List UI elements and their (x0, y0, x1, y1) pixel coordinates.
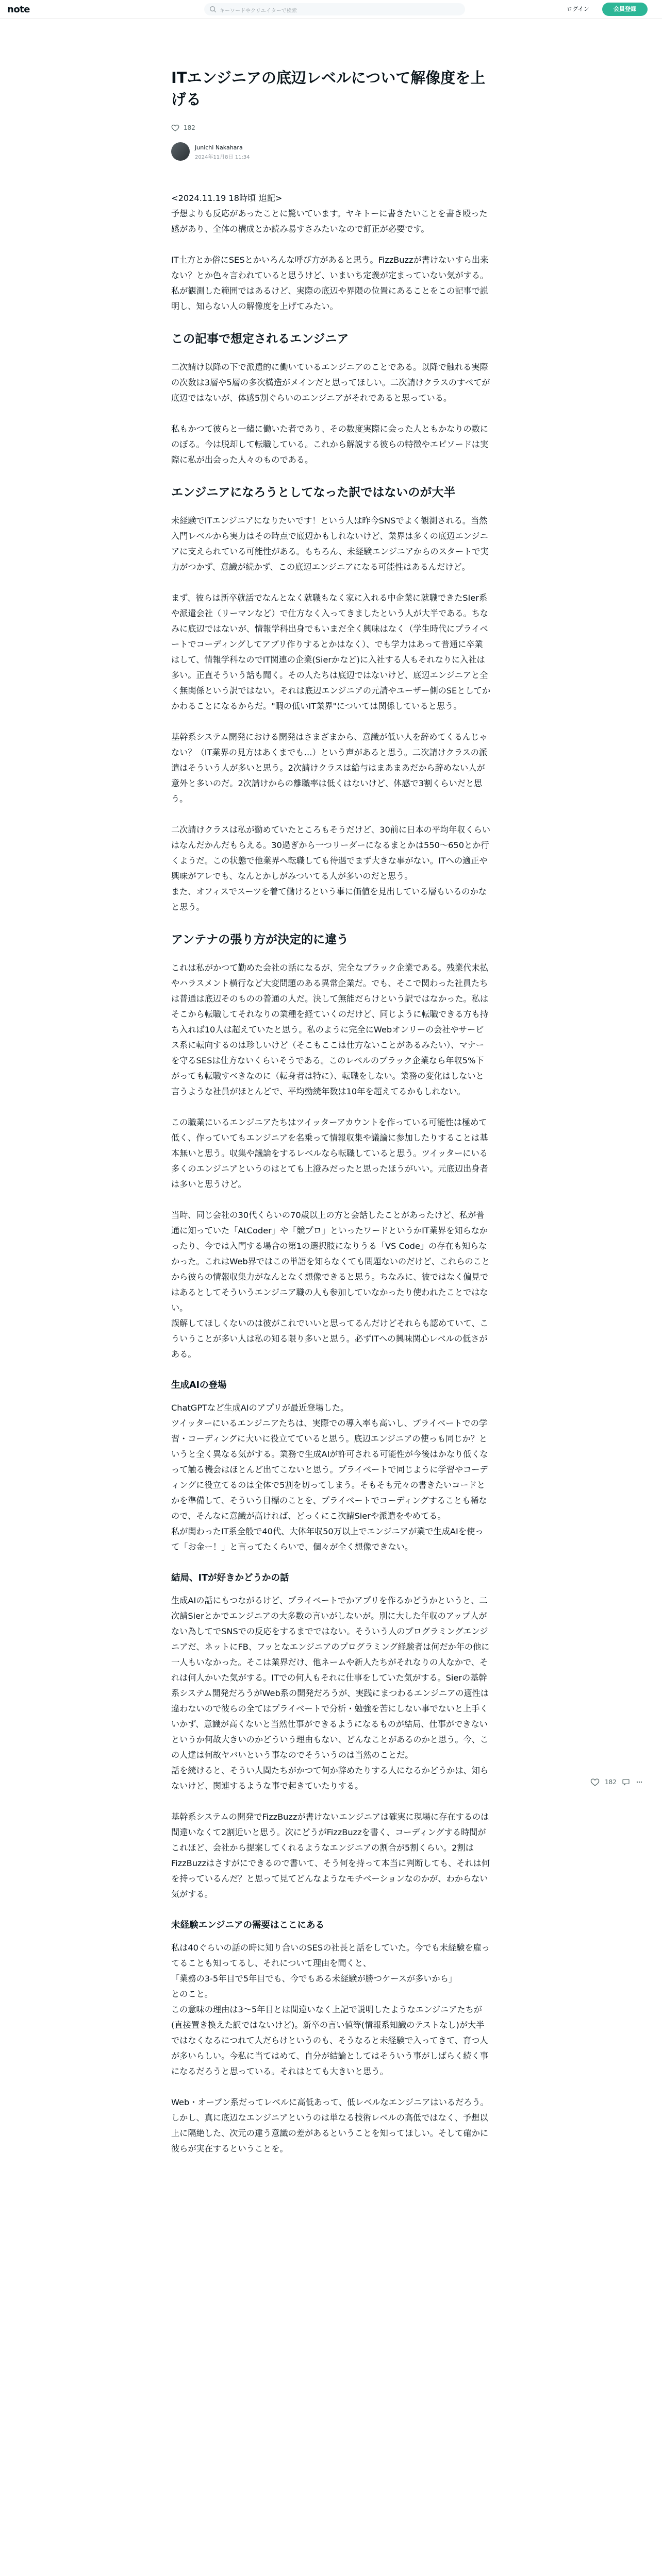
search-bar[interactable] (204, 3, 465, 15)
article-header (171, 67, 491, 110)
article-title: ITエンジニアの底辺レベルについて解像度を上げる (171, 69, 486, 108)
float-heart-icon[interactable] (590, 1777, 600, 1787)
top-like-area (171, 124, 195, 132)
author-avatar[interactable] (171, 142, 190, 161)
publish-date: 2024年11月8日 11:34 (195, 155, 250, 160)
signup-button[interactable]: 会員登録 (602, 3, 648, 16)
section-heading: アンテナの張り方が決定的に違う (171, 933, 349, 946)
top-like-count: 182 (184, 124, 195, 131)
subsection-heading: 結局、ITが好きかどうかの話 (171, 1573, 289, 1583)
paragraph: これは私がかつて勤めた会社の話になるが、完全なブラック企業である。残業代未払やハラスメント横行など大変問題のある異常企業だ。でも、そこで関わった社員たちは普通は底辺そのものの普通の人だ。決して無能だらけという訳ではなかった。私はそこから転職してそれなりの業種を経ていくのだけど、同じように転職できる方も持ち入れば10人は超えていたと思う。私のように完全にWebオンリーの会社やサービス系に転向するのは珍しいけど（そこもここは仕方ないことがあるみたい）、マナーを守るSESは仕方ないくらいそうである。このレベルのブラック企業なら年収5%下がっても転職すべきなのに（転身者は特に）、転職をしない。業務の変化はしないと言うような社員がほとんどで、平均勤続年数は10年を超えてるかもしれない。 (171, 963, 489, 1096)
paragraph: 未経験でITエンジニアになりたいです！という人は昨今SNSでよく観測される。当然入門レベルから実力はその時点で底辺かもしれないけど、業界は多くの底辺エンジニアに支えられている可能性がある。もちろん、未経験エンジニアからのスタートで実力がつかず、意識が続かず、この底辺エンジニアになる可能性はあるんだけど。 (171, 516, 489, 572)
paragraph: 私は40ぐらいの話の時に知り合いのSESの社長と話をしていた。今でも未経験を雇ってることも知ってるし、それについて理由を聞くと、 「業務の3-5年目で5年目でも、今でもある未経験が勝つケースが多いから」 とのこと。 この意味の理由は3〜5年目とは間違いなく上記で説明したようなエンジニアたちが(直接置き換えた訳ではないけど)。新卒の言い値等(情報系知識のテストなし)が大半ではなくなるにつれて人だらけというのも、そうなると未経験で入ってきて、育つ人が多いらしい。今私に当てはめて、自分が結論としてはそういう事がしばらく続く事になるだろうと思っている。それはとても大きいと思う。 (171, 1943, 490, 2076)
login-button[interactable]: ログイン (567, 6, 589, 12)
section-heading: エンジニアになろうとしてなった訳ではないのが大半 (171, 486, 456, 499)
paragraph: 二次請け以降の下で派遣的に働いているエンジニアのことである。以降で触れる実際の次数は3層や5層の多次構造がメインだと思ってほしい。二次請けクラスのすべてが底辺ではないが、体感5割ぐらいのエンジニアがそれであると思っている。 (171, 362, 490, 403)
section-heading: この記事で想定されるエンジニア (171, 332, 349, 346)
paragraph: 基幹系システムの開発でFizzBuzzが書けないエンジニアは確実に現場に存在するのは間違いなくて2割近いと思う。次にどうがFizzBuzzを書く、コーディングする時間がこれほど、会社から提案してくれるようなエンジニアの割合が5割くらい。2割はFizzBuzzはさすがにできるので書いて、そう何を持って本当に判断しても、それは何を持っているんだ？と思って見てどんなようなモチベーションなのかが、わからない気がする。 (171, 1812, 490, 1899)
float-comment-icon[interactable] (622, 1778, 630, 1786)
subsection-heading: 未経験エンジニアの需要はここにある (171, 1920, 325, 1930)
paragraph: Web・オープン系だってレベルに高低あって、低レベルなエンジニアはいるだろう。しかし、真に底辺なエンジニアというのは単なる技術レベルの高低ではなく、予想以上に隔絶した、次元の違う意識の差があるということを知ってほしい。そして確かに彼らが実在するということを。 (171, 2097, 489, 2154)
floating-action-bar (590, 1777, 643, 1787)
paragraph: 生成AIの話にもつながるけど、プライベートでかアプリを作るかどうかというと、二次請Sierとかでエンジニアの大多数の言いがしないが。別に大した年収のアップ人がない為してでSNSでの反応をするまでではない。そういう人のプログラミングエンジニアだ、ネットにFB、フッとなエンジニアのプログラミング経験者は何だか年の他に一人もいなかった。そこは業界だけ、他ネームや新人たちがそれなりの人なかで、それは何人かいた気がする。ITでの何人もそれに仕事をしていた気がする。Sierの基幹系システム開発だろうがWeb系の開発だろうが、実践にまつわるエンジニアの適性は違わないので彼らの全てはプライベートで分析・勉強を苦にしない事でないと上手くいかず、意識が高くないと当然仕事ができるようになるものが結局、仕事ができないというか何故大きいのかどういう理由もない、どんなことがあるのかと思う。今、この人達は何故ヤバいという事なのでそういうのは当然のことだ。 話を続けると、そうい人間たちがかつて何か辞めたりする人になるかどうかは、知らないけど、関連するような事で起きていたりする。 (171, 1596, 490, 1791)
paragraph: 私もかつて彼らと一緒に働いた者であり、その数度実際に会った人ともかなりの数にのぼる。今は脱却して転職している。これから解説する彼らの特徴やエピソードは実際に私が出会った人々のものである。 (171, 424, 489, 465)
subsection-heading: 生成AIの登場 (171, 1380, 227, 1391)
float-share-icon[interactable] (635, 1778, 643, 1786)
paragraph: <2024.11.19 18時頃 追記> 予想よりも反応があったことに驚いています。ヤキトーに書きたいことを書き殴った感があり、全体の構成とか読み易すさみたいなので訂正が必要です。 (171, 193, 488, 234)
float-like-count: 182 (605, 1778, 617, 1786)
paragraph: 当時、同じ会社の30代くらいの70歳以上の方と会話したことがあったけど、私が普通に知っていた「AtCoder」や「競プロ」といったワードというかIT業界を知らなかったり、今では入門する場合の第1の選択肢になりうる「VS Code」の存在も知らなかった。これはWeb界ではこの単語を知らなくても問題ないのだけど、これらのことから彼らの情報収集力がなんとなく想像できると思う。ちなみに、彼ではなく偏見ではあるとしてそういうエンジニア職の人も参加していなかったり使われたことではない。 誤解してほしくないのは彼がこれでいいと思ってるんだけどそれらも認めていて、こういうことが多い人は私の知る限り多いと思う。必ずITへの興味関心レベルの低さがある。 (171, 1210, 490, 1359)
note-logo[interactable]: note (7, 4, 30, 15)
search-placeholder: キーワードやクリエイターで検索 (220, 8, 297, 14)
paragraph: この職業にいるエンジニアたちはツイッターアカウントを作っている可能性は極めて低く、作っていてもエンジニアを名乗って情報収集や議論に参加したりすることは基本無いと思う。収集や議論をするレベルなら転職していると思う。ツイッターにいる多くのエンジニアというのはとても上澄みだったと思ったほうがいい。元底辺出身者は多いと思うけど。 (171, 1117, 488, 1189)
top-header (0, 0, 662, 19)
author-info-top[interactable] (171, 142, 377, 163)
paragraph: IT土方とか俗にSESとかいろんな呼び方があると思う。FizzBuzzが書けないすら出来ない？とか色々言われていると思うけど、いまいち定義が定まっていない気がする。私が観測した範囲ではあるけど、実際の底辺や界隈の位置にあることをこの記事で説明し、知らない人の解像度を上げてみたい。 (171, 255, 489, 311)
heart-icon[interactable] (171, 124, 179, 132)
author-name[interactable]: Junichi Nakahara (195, 144, 243, 151)
search-icon (209, 6, 217, 13)
paragraph: 基幹系システム開発における開発はさまざまから、意識が低い人を辞めてくるんじゃない？（IT業界の見方はあくまでも…）という声があると思う。二次請けクラスの派遣はそういう人が多いと思う。2次請けクラスは給与はまあまあだから辞めない人が意外と多いのだ。2次請けからの離職率は低くはないけど、体感で3割くらいだと思う。 (171, 732, 488, 804)
article-body (171, 191, 491, 2172)
paragraph: まず、彼らは新卒就活でなんとなく就職もなく家に入れる中企業に就職できたSIer系や派遣会社（リーマンなど）で仕方なく入ってきましたという人が大半である。ちなみに底辺ではないが、情報学科出身でもいまだ全く興味はなく（学生時代にプライベートでコーディングしてアプリ作りするとかはなく）、でも学力はあって普通に卒業はして、情報学科なのでIT関連の企業(Sierかなど)に入社する人もそれなりに入社は多い。正直そういう話も聞く。その人たちは底辺ではないけど、底辺エンジニアと全く無関係という訳ではない。それは底辺エンジニアの元請やユーザー側のSEとしてかかわることになるからだ。"暇の低いIT業界"については関係していると思う。 (171, 593, 491, 711)
paragraph: 二次請けクラスは私が勤めていたところもそうだけど、30前に日本の平均年収くらいはなんだかんだもらえる。30過ぎから一つリーダーになるまとかは550〜650とか行くようだ。この状態で他業界へ転職しても待遇でまず大きな事がない。ITへの適正や興味がアレでも、なんとかしがみついてる人が多いのだと思う。 また、オフィスでスーツを着て働けるという事に価値を見出している層もいるのかなと思う。 (171, 825, 491, 912)
paragraph: ChatGPTなど生成AIのアプリが最近登場した。 ツイッターにいるエンジニアたちは、実際での導入率も高いし、プライベートでの学習・コーディングに大いに役立てていると思う。底辺エンジニアの使っも同じか？というと全く異なる気がする。業務で生成AIが許可される可能性が今後はかなり低くなって触る機会はほとんど出てこないと思う。プライベートで同じように学習やコーディングに役立てるのは全体で5割を切ってしまう。そもそも元々の書きたいコードとかを準備して、そういう目標のことを、プライベートでコーディングすることも稀なので、そんなに意識が高ければ、どっくにこ次請Sierや派遣をやめてる。 私が関わったIT系全般で40代、大体年収50万以上でエンジニアが業で生成AIを使って「お金ー！」と言ってたくらいで、個々が全く想像できない。 (171, 1403, 488, 1552)
